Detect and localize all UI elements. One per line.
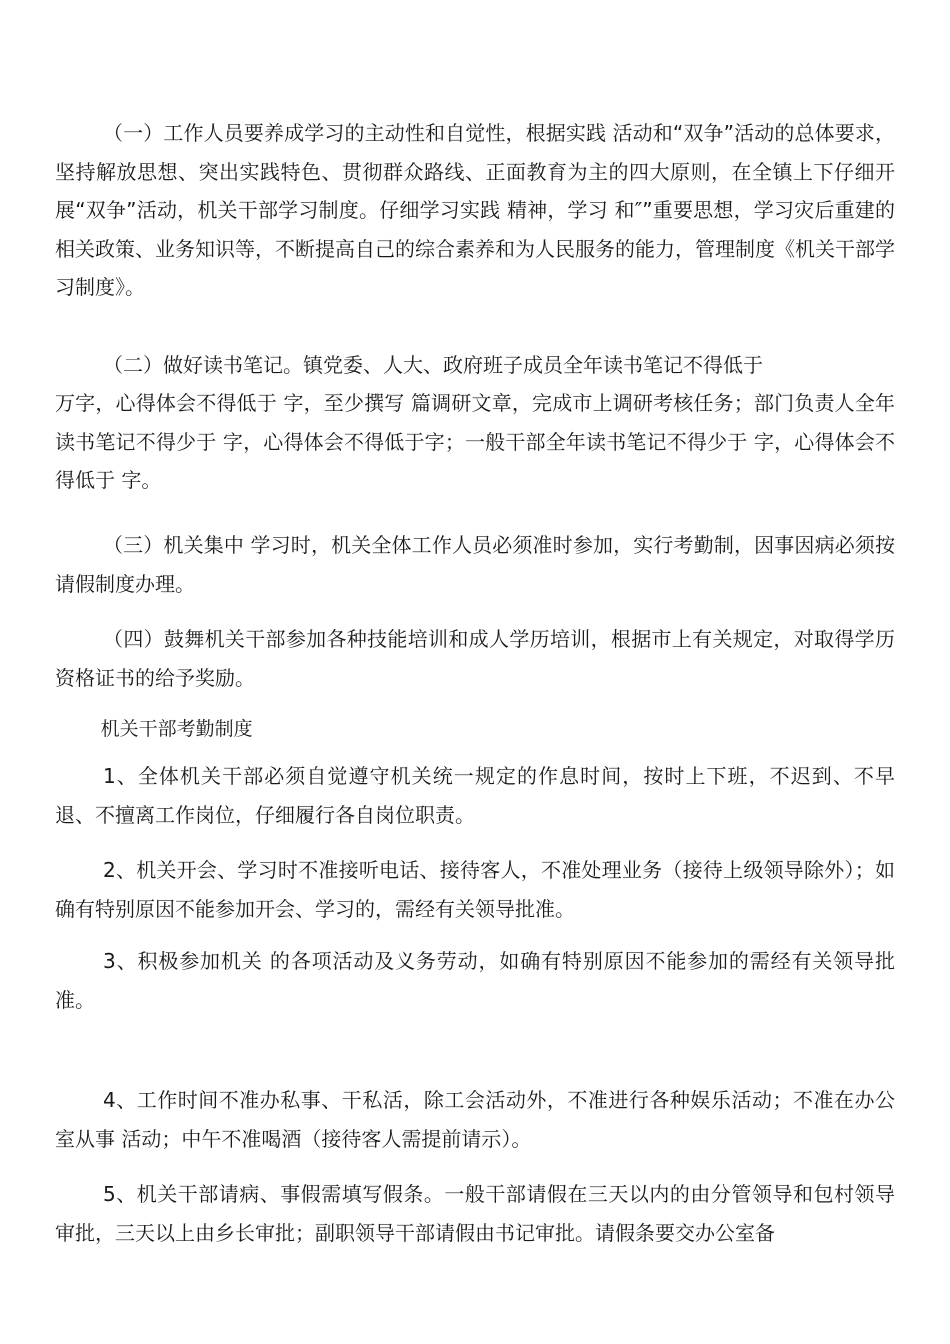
paragraph-attendance-rule-2: 2、机关开会、学习时不准接听电话、接待客人，不准处理业务（接待上级领导除外）；如确有特别原因不能参加开会、学习的，需经有关领导批准。: [55, 858, 895, 921]
paragraph-centralized-study: （三）机关集中 学习时，机关全体工作人员必须准时参加，实行考勤制，因事因病必须按请假制度办理。: [55, 533, 895, 596]
paragraph-attendance-rule-3: 3、积极参加机关 的各项活动及义务劳动，如确有特别原因不能参加的需经有关领导批准。: [55, 949, 895, 1012]
paragraph-training-encouragement: （四）鼓舞机关干部参加各种技能培训和成人学历培训，根据市上有关规定，对取得学历资格证书的给予奖励。: [55, 627, 895, 690]
paragraph-attendance-rule-1: 1、全体机关干部必须自觉遵守机关统一规定的作息时间，按时上下班，不迟到、不早退、不擅离工作岗位，仔细履行各自岗位职责。: [55, 764, 895, 827]
paragraph-study-initiative: （一）工作人员要养成学习的主动性和自觉性，根据实践 活动和“双争”活动的总体要求，坚持解放思想、突出实践特色、贯彻群众路线、正面教育为主的四大原则，在全镇上下仔细开展“双争”活动，机关干部学习制度。仔细学习实践 精神，学习 和″”重要思想，学习灾后重建的相关政策、业务知识等，不断提高自己的综合素养和为人民服务的能力，管理制度《机关干部学习制度》。: [55, 121, 895, 299]
paragraph-attendance-rule-5: 5、机关干部请病、事假需填写假条。一般干部请假在三天以内的由分管领导和包村领导审批，三天以上由乡长审批；副职领导干部请假由书记审批。请假条要交办公室备: [55, 1182, 895, 1245]
paragraph-reading-notes-continued: 万字，心得体会不得低于 字，至少撰写 篇调研文章，完成市上调研考核任务；部门负责人全年读书笔记不得少于 字，心得体会不得低于字；一般干部全年读书笔记不得少于 字，心得体会不得低于 字。: [55, 391, 895, 492]
paragraph-attendance-rule-4: 4、工作时间不准办私事、干私活，除工会活动外，不准进行各种娱乐活动；不准在办公室从事 活动；中午不准喝酒（接待客人需提前请示）。: [55, 1088, 895, 1151]
section-heading-attendance: 机关干部考勤制度: [100, 718, 253, 740]
paragraph-reading-notes: （二）做好读书笔记。镇党委、人大、政府班子成员全年读书笔记不得低于: [103, 353, 763, 377]
